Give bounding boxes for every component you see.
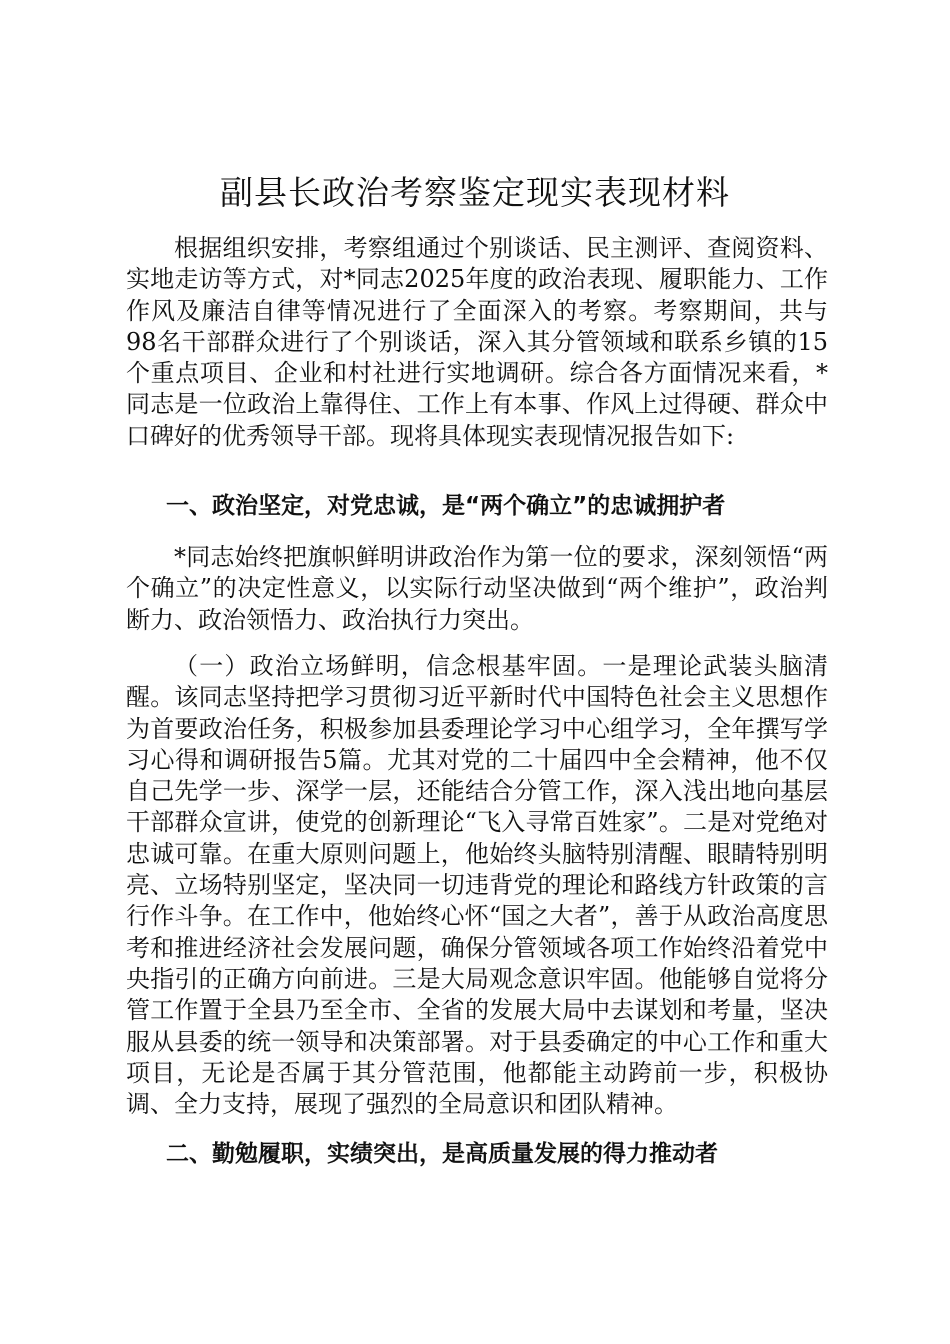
intro-paragraph: 根据组织安排，考察组通过个别谈话、民主测评、查阅资料、实地走访等方式，对*同志2025年度的政治表现、履职能力、工作作风及廉洁自律等情况进行了全面深入的考察。考察期间，共与98名干部群众进行了个别谈话，深入其分管领域和联系乡镇的15个重点项目、企业和村社进行实地调研。综合各方面情况来看，*同志是一位政治上靠得住、工作上有本事、作风上过得硬、群众中口碑好的优秀领导干部。现将具体现实表现情况报告如下:	[126, 234, 828, 450]
section-1-intro-paragraph: *同志始终把旗帜鲜明讲政治作为第一位的要求，深刻领悟“两个确立”的决定性意义，以实际行动坚决做到“两个维护”，政治判断力、政治领悟力、政治执行力突出。	[126, 543, 828, 634]
subsection-1-paragraph: （一）政治立场鲜明，信念根基牢固。一是理论武装头脑清醒。该同志坚持把学习贯彻习近平新时代中国特色社会主义思想作为首要政治任务，积极参加县委理论学习中心组学习，全年撰写学习心得和调研报告5篇。尤其对党的二十届四中全会精神，他不仅自己先学一步、深学一层，还能结合分管工作，深入浅出地向基层干部群众宣讲，使党的创新理论“飞入寻常百姓家”。二是对党绝对忠诚可靠。在重大原则问题上，他始终头脑特别清醒、眼睛特别明亮、立场特别坚定，坚决同一切违背党的理论和路线方针政策的言行作斗争。在工作中，他始终心怀“国之大者”，善于从政治高度思考和推进经济社会发展问题，确保分管领域各项工作始终沿着党中央指引的正确方向前进。三是大局观念意识牢固。他能够自觉将分管工作置于全县乃至全市、全省的发展大局中去谋划和考量，坚决服从县委的统一领导和决策部署。对于县委确定的中心工作和重大项目，无论是否属于其分管范围，他都能主动跨前一步，积极协调、全力支持，展现了强烈的全局意识和团队精神。	[126, 652, 828, 1119]
document-title: 副县长政治考察鉴定现实表现材料	[220, 173, 730, 212]
section-2-heading: 二、勤勉履职，实绩突出，是高质量发展的得力推动者	[166, 1141, 718, 1167]
section-1-heading: 一、政治坚定，对党忠诚，是“两个确立”的忠诚拥护者	[166, 493, 726, 519]
